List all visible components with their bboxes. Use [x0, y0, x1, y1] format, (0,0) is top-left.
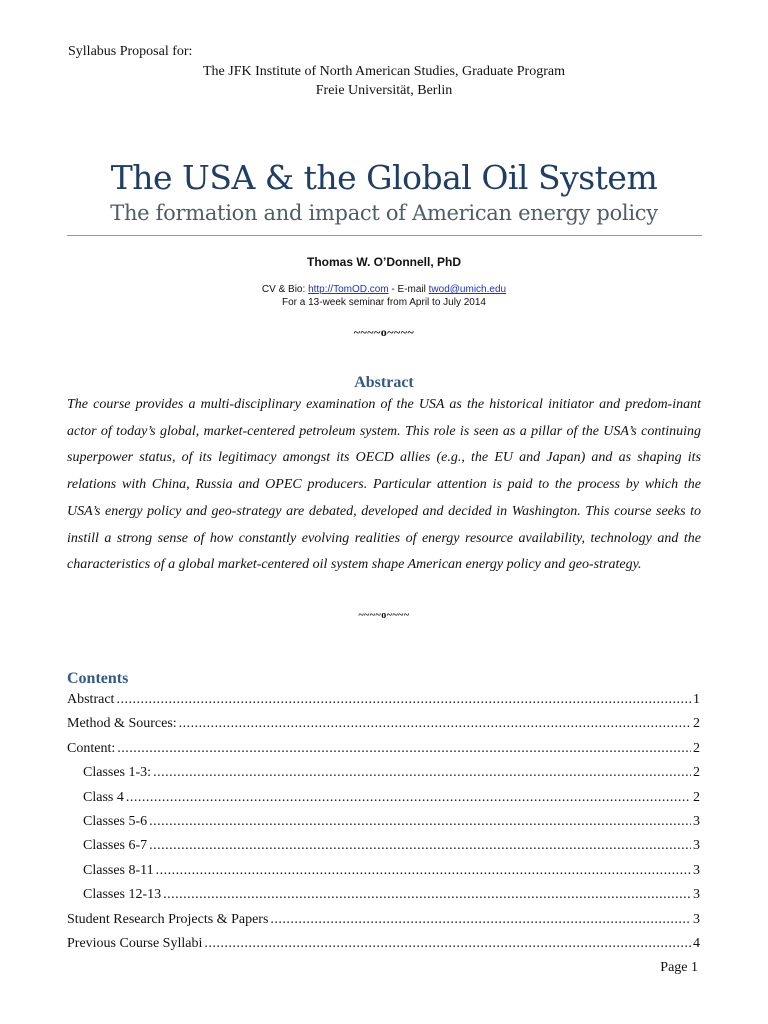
toc-entry-page: 2: [693, 740, 700, 756]
toc-entry-label: Method & Sources:: [67, 716, 177, 732]
toc-leader-dots: [163, 887, 691, 903]
toc-leader-dots: [149, 838, 691, 854]
toc-entry[interactable]: [83, 887, 700, 907]
toc-entry[interactable]: [67, 716, 700, 736]
toc-entry-label: Classes 1-3:: [83, 765, 152, 781]
toc-leader-dots: [204, 936, 691, 952]
toc-entry-page: 2: [693, 765, 700, 781]
toc-leader-dots: [179, 716, 691, 732]
toc-entry-label: Classes 12-13: [83, 887, 162, 903]
email-label: - E-mail: [391, 284, 426, 295]
toc-entry[interactable]: [67, 692, 700, 712]
contents-heading: Contents: [67, 670, 129, 687]
toc-leader-dots: [270, 912, 691, 928]
toc-entry-page: 2: [693, 716, 700, 732]
toc-entry-page: 3: [693, 814, 700, 829]
toc-entry[interactable]: [83, 765, 700, 785]
toc-leader-dots: [156, 863, 691, 879]
cv-link[interactable]: http://TomOD.com: [308, 284, 389, 295]
toc-entry[interactable]: [83, 838, 700, 858]
title-rule: [67, 235, 702, 236]
toc-entry-page: 2: [693, 789, 700, 805]
toc-entry-page: 3: [693, 838, 700, 854]
toc-entry-label: Class 4: [83, 789, 124, 805]
cv-label: CV & Bio:: [261, 284, 306, 295]
ornament-divider: ~~~~o~~~~: [353, 325, 415, 339]
toc-entry-page: 4: [693, 936, 700, 951]
toc-entry-page: 3: [693, 862, 700, 878]
toc-entry[interactable]: [83, 863, 700, 883]
toc-entry-label: Previous Course Syllabi: [67, 936, 203, 951]
toc-entry-page: 3: [693, 911, 700, 927]
document-subtitle: The formation and impact of American energy policy: [110, 201, 658, 225]
toc-entry-label: Student Research Projects & Papers: [67, 911, 269, 927]
toc-entry[interactable]: [83, 814, 700, 834]
contact-line: [0, 284, 768, 295]
toc-entry-label: Classes 8-11: [83, 862, 154, 878]
preamble-line-2: The JFK Institute of North American Studies, Graduate Program: [203, 64, 565, 79]
toc-entry-page: 3: [693, 887, 700, 903]
toc-entry-label: Classes 5-6: [83, 814, 148, 829]
toc-entry[interactable]: [67, 741, 700, 761]
toc-entry-label: Classes 6-7: [83, 838, 148, 854]
abstract-text: The course provides a multi-disciplinary examination of the USA as the historical initiator and predom-inant actor of today’s global, market-centered petroleum system. This role is seen as a pillar of the USA’s continuing superpower status, of its legitimacy amongst its OECD allies (e.g., the EU and Japan) and as shaping its relations with China, Russia and OPEC producers. Particular attention is paid to the process by which the USA’s energy policy and geo-strategy are debated, developed and decided in Washington. This course seeks to instill a strong sense of how constantly evolving realities of energy resource availability, technology and the characteristics of a global market-centered oil system shape American energy policy and geo-strategy.: [67, 397, 701, 573]
seminar-info: For a 13-week seminar from April to July 2014: [282, 297, 486, 308]
preamble-line-1: Syllabus Proposal for:: [68, 44, 193, 59]
document-title: The USA & the Global Oil System: [110, 158, 658, 197]
ornament-divider-small: ~~~~o~~~~: [358, 610, 410, 621]
email-link[interactable]: twod@umich.edu: [428, 284, 507, 295]
toc-entry[interactable]: [67, 912, 700, 932]
toc-entry-page: 1: [693, 692, 700, 707]
preamble-line-3: Freie Universität, Berlin: [315, 83, 453, 98]
toc-entry-label: Abstract: [67, 692, 115, 707]
toc-entry[interactable]: [83, 790, 700, 810]
toc-leader-dots: [117, 741, 691, 757]
abstract-heading: Abstract: [354, 374, 414, 391]
toc-leader-dots: [149, 814, 691, 830]
toc-leader-dots: [116, 692, 691, 708]
toc-entry[interactable]: [67, 936, 700, 956]
author-name: Thomas W. O’Donnell, PhD: [306, 255, 461, 269]
toc-leader-dots: [126, 790, 691, 806]
page-number: Page 1: [660, 960, 698, 975]
toc-leader-dots: [153, 765, 691, 781]
toc-entry-label: Content:: [67, 740, 116, 756]
